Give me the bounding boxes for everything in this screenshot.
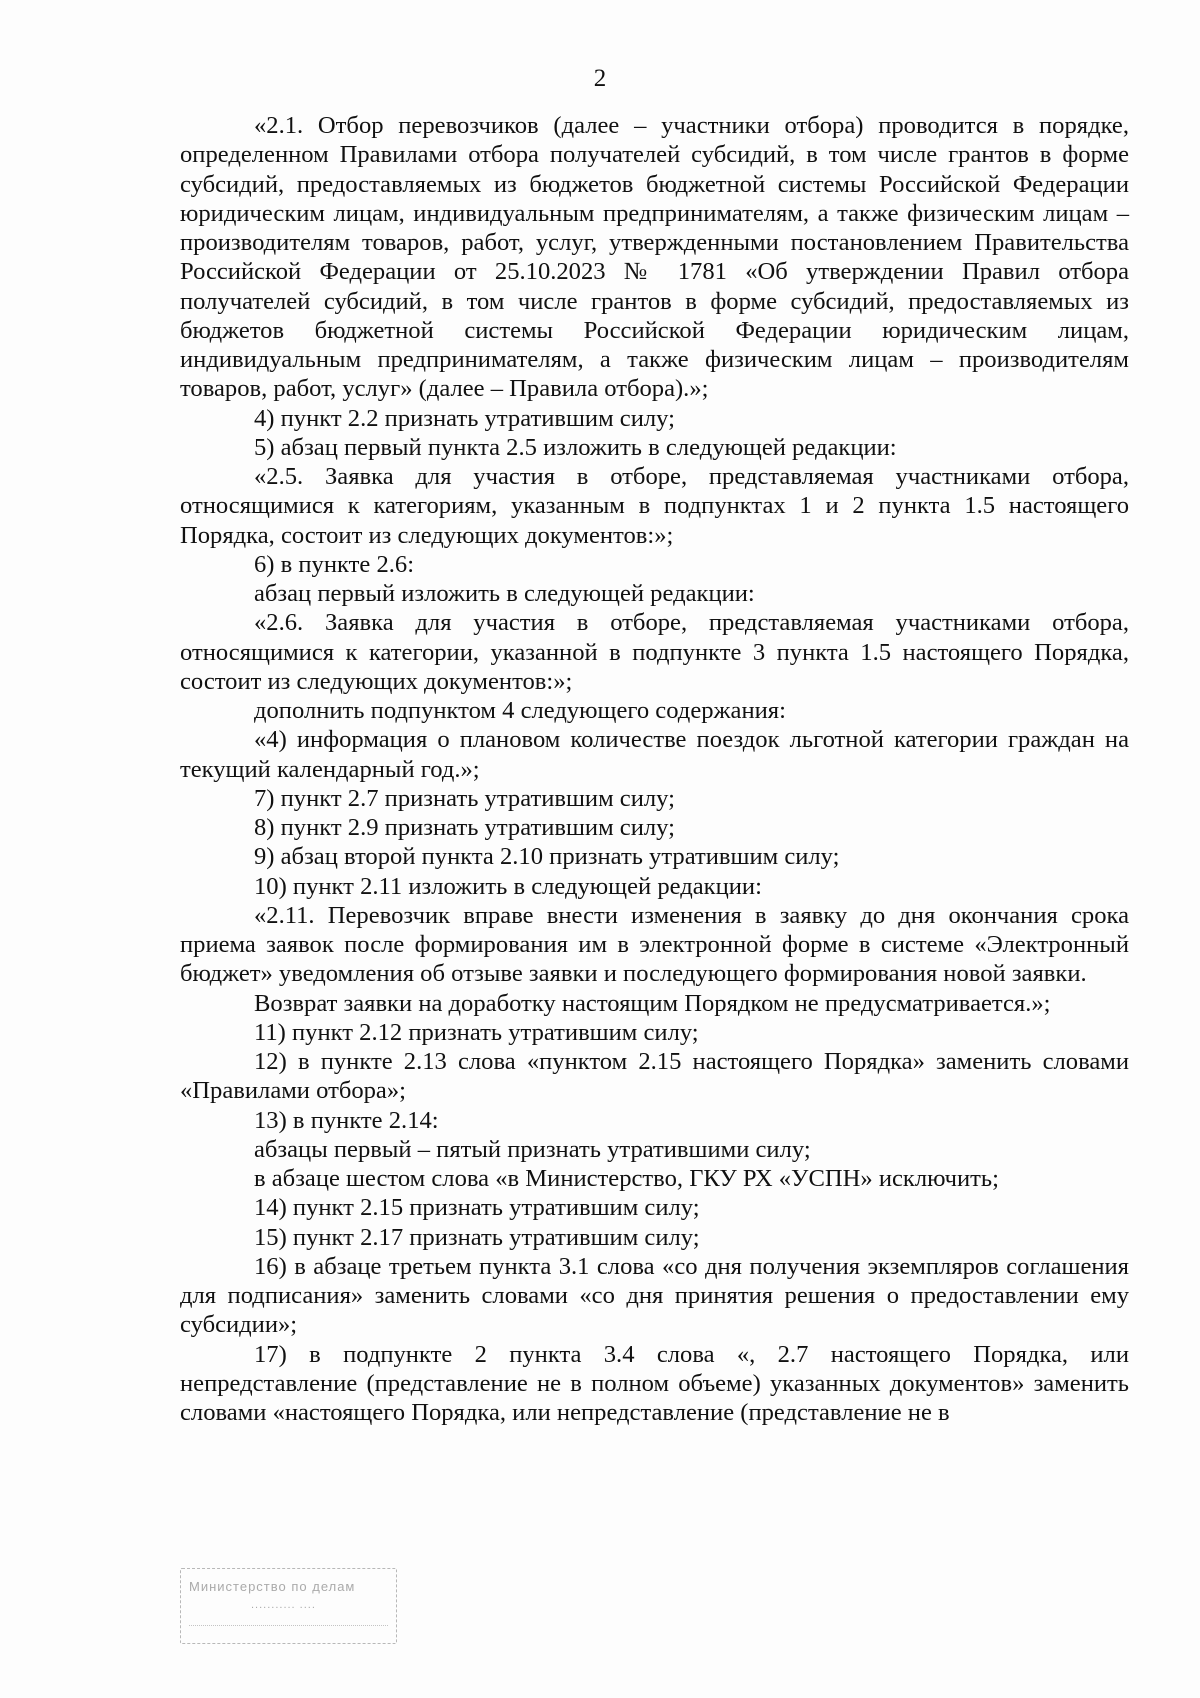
paragraph-item-6: 6) в пункте 2.6:	[254, 550, 415, 578]
paragraph-item-12: 12) в пункте 2.13 слова «пунктом 2.15 настоящего Порядка» заменить словами «Правилами отбора»;	[180, 1048, 1129, 1105]
paragraph-subitem-4: «4) информация о плановом количестве поездок льготной категории граждан на текущий календарный год.»;	[180, 726, 1129, 783]
paragraph-item-15: 15) пункт 2.17 признать утратившим силу;	[254, 1223, 700, 1251]
paragraph-item-16: 16) в абзаце третьем пункта 3.1 слова «со дня получения экземпляров соглашения для подписания» заменить словами «со дня принятия решения о предоставлении ему субсидии»;	[180, 1252, 1129, 1339]
stamp-text-line-2: ........... ....	[251, 1599, 316, 1611]
paragraph-item-5: 5) абзац первый пункта 2.5 изложить в следующей редакции:	[254, 433, 897, 461]
stamp-divider	[189, 1625, 388, 1626]
document-body	[180, 111, 1129, 1427]
paragraph-item-4: 4) пункт 2.2 признать утратившим силу;	[254, 404, 675, 432]
paragraph-item-6-abzac: абзац первый изложить в следующей редакции:	[254, 580, 755, 607]
paragraph-item-14: 14) пункт 2.15 признать утратившим силу;	[254, 1194, 700, 1222]
paragraph-item-13-abzac-1: абзацы первый – пятый признать утратившими силу;	[254, 1135, 811, 1163]
paragraph-item-13-abzac-2: в абзаце шестом слова «в Министерство, ГКУ РХ «УСПН» исключить;	[254, 1165, 999, 1192]
paragraph-2-5: «2.5. Заявка для участия в отборе, представляемая участниками отбора, относящимися к категориям, указанным в подпунктах 1 и 2 пункта 1.5 настоящего Порядка, состоит из следующих документов:»;	[180, 463, 1129, 549]
stamp-text-line-1: Министерство по делам	[189, 1579, 356, 1594]
paragraph-item-13: 13) в пункте 2.14:	[254, 1106, 439, 1134]
paragraph-item-17: 17) в подпункте 2 пункта 3.4 слова «, 2.7 настоящего Порядка, или непредставление (представление не в полном объеме) указанных документов» заменить словами «настоящего Порядка, или непредставление (представление не в	[180, 1340, 1129, 1426]
page-number: 2	[593, 65, 607, 92]
paragraph-item-11: 11) пункт 2.12 признать утратившим силу;	[254, 1018, 699, 1046]
paragraph-item-8: 8) пункт 2.9 признать утратившим силу;	[254, 814, 675, 841]
paragraph-item-9: 9) абзац второй пункта 2.10 признать утратившим силу;	[254, 843, 840, 871]
paragraph-2-11-return: Возврат заявки на доработку настоящим Порядком не предусматривается.»;	[254, 989, 1051, 1017]
paragraph-2-1: «2.1. Отбор перевозчиков (далее – участники отбора) проводится в порядке, определенном Правилами отбора получателей субсидий, в том числе грантов в форме субсидий, предоставляемых из бюджетов бюджетной системы Российской Федерации юридическим лицам, индивидуальным предпринимателям, а также физическим лицам – производителям товаров, работ, услуг, утвержденными постановлением Правительства Российской Федерации от 25.10.2023 № 1781 «Об утверждении Правил отбора получателей субсидий, в том числе грантов в форме субсидий, предоставляемых из бюджетов бюджетной системы Российской Федерации юридическим лицам, индивидуальным предпринимателям, а также физическим лицам – производителям товаров, работ, услуг» (далее – Правила отбора).»;	[180, 112, 1129, 403]
paragraph-2-6: «2.6. Заявка для участия в отборе, представляемая участниками отбора, относящимися к категории, указанной в подпункте 3 пункта 1.5 настоящего Порядка, состоит из следующих документов:»;	[180, 609, 1129, 695]
paragraph-2-11: «2.11. Перевозчик вправе внести изменения в заявку до дня окончания срока приема заявок после формирования им в электронной форме в системе «Электронный бюджет» уведомления об отзыве заявки и последующего формирования новой заявки.	[180, 901, 1129, 988]
registration-stamp	[180, 1568, 397, 1644]
paragraph-item-7: 7) пункт 2.7 признать утратившим силу;	[254, 784, 675, 812]
paragraph-item-10: 10) пункт 2.11 изложить в следующей редакции:	[254, 872, 762, 900]
paragraph-item-6-supplement: дополнить подпунктом 4 следующего содержания:	[254, 697, 786, 724]
